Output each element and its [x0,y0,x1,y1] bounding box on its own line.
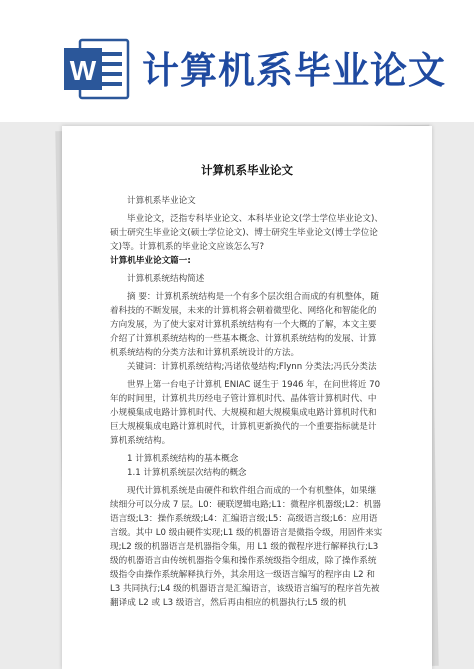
paragraph: 1 计算机系统结构的基本概念 [127,454,239,464]
paragraph: 现代计算机系统是由硬件和软件组合而成的一个有机整体，如果继续细分可以分成 7 层。L0：硬联逻辑电路;L1：微程序机器级;L2：机器语言级;L3：操作系统级;L4：汇编语言级;L5：高级语言级;L6：应用语言级。其中 L0 级由硬件实现;L1 级的机器语言是微指令级，用固件来实现;L2 级的机器语言是机器指令集，用 L1 级的微程序进行解释执行;L3 级的机器语言由传统机器指令集和操作系统级指令组成，除了操作系统级指令由操作系统解释执行外，其余用这一级语言编写的程序由 L2 和 L3 共同执行;L4 级的机器语言是汇编语言，该级语言编写的程序首先被翻译成 L2 或 L3 级语言，然后再由相应的机器执行;L5 级的机 [110,486,383,608]
paragraph: 毕业论文，泛指专科毕业论文、本科毕业论文(学士学位毕业论文)、硕士研究生毕业论文(硕士学位论文)、博士研究生毕业论文(博士学位论文)等。计算机系的毕业论文应该怎么写? [110,214,383,252]
word-document-icon [62,36,132,102]
document-title: 计算机系毕业论文 [201,163,293,177]
paragraph: 1.1 计算机系统层次结构的概念 [127,468,247,478]
paragraph: 摘 要：计算机系统结构是一个有多个层次组合而成的有机整体，随着科技的不断发展，未来的计算机将会朝着微型化、网络化和智能化的方向发展，为了使大家对计算机系统结构有一个大概的了解，本文主要介绍了计算机系统结构的一些基本概念、计算机系统结构的发展、计算机系统结构的分类方法和计算机系统设计的方法。 [110,292,379,358]
paragraph: 计算机系毕业论文 [127,196,196,206]
paragraph: 世界上第一台电子计算机 ENIAC 诞生于 1946 年，在问世将近 70 年的时间里，计算机共历经电子管计算机时代、晶体管计算机时代、中小规模集成电路计算机时代、大规模和超大规模集成电路计算机时代和巨大规模集成电路计算机时代，计算机更新换代的一个重要指标就是计算机系统结构。 [110,380,381,446]
banner-title: 计算机系毕业论文 [142,49,446,92]
header-banner [0,0,474,122]
document-page [62,126,432,669]
paragraph: 计算机系统结构简述 [127,274,205,284]
section-heading: 计算机毕业论文篇一: [110,256,191,266]
paragraph: 关键词：计算机系统结构;冯诺依曼结构;Flynn 分类法;冯氏分类法 [127,362,377,372]
logo-letter: W [69,55,97,86]
